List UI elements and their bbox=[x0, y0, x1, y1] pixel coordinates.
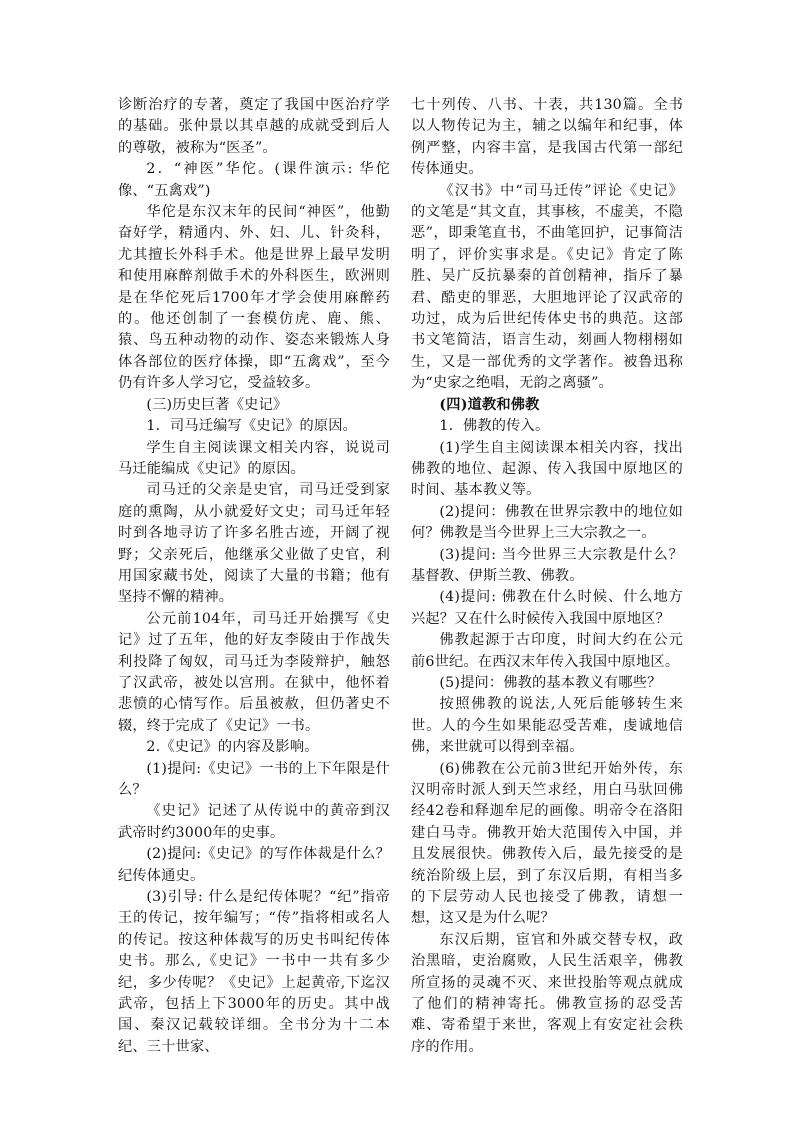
paragraph: (1)学生自主阅读课本相关内容，找出佛教的地位、起源、传入我国中原地区的时间、基本教义等。 bbox=[411, 439, 683, 499]
section-heading: 2.《史记》的内容及影响。 bbox=[146, 739, 319, 756]
paragraph: 东汉后期，宦官和外戚交替专权，政治黑暗，吏治腐败，人民生活艰辛，佛教所宣扬的灵魂不灭、来世投胎等观点就成了他们的精神寄托。佛教宣扬的忍受苦难、寄希望于来世，客观上有安定社会秩序的作用。 bbox=[411, 931, 683, 1055]
paragraph: 司马迁的父亲是史官，司马迁受到家庭的熏陶，从小就爱好文史；司马迁年轻时到各地寻访了许多名胜古迹，开阔了视野；父亲死后，他继承父业做了史官，利用国家藏书处，阅读了大量的书籍；他有坚持不懈的精神。 bbox=[118, 482, 390, 606]
paragraph: 佛教起源于古印度，时间大约在公元前6世纪。在西汉末年传入我国中原地区。 bbox=[411, 632, 683, 670]
paragraph: 按照佛教的说法,人死后能够转生来世。人的今生如果能忍受苦难，虔诚地信佛，来世就可以得到幸福。 bbox=[411, 696, 683, 756]
paragraph: 诊断治疗的专著，奠定了我国中医治疗学的基础。张仲景以其卓越的成就受到后人的尊敬，被称为“医圣”。 bbox=[118, 97, 390, 156]
paragraph: 七十列传、八书、十表，共130篇。全书以人物传记为主，辅之以编年和纪事，体例严整，内容丰富，是我国古代第一部纪传体通史。 bbox=[411, 97, 683, 178]
paragraph: 华佗是东汉末年的民间“神医”，他勤奋好学，精通内、外、妇、儿、针灸科，尤其擅长外科手术。他是世界上最早发明和使用麻醉剂做手术的外科医生，欧洲则是在华佗死后1700年才学会使用麻醉药的。他还创制了一套模仿虎、鹿、熊、猿、鸟五种动物的动作、姿态来锻炼人身体各部位的医疗体操，即“五禽戏”，至今仍有许多人学习它，受益较多。 bbox=[118, 204, 390, 392]
section-heading bbox=[411, 395, 683, 416]
paragraph: 公元前104年，司马迁开始撰写《史记》过了五年，他的好友李陵由于作战失利投降了匈奴，司马迁为李陵辩护，触怒了汉武帝，被处以宫刑。在狱中，他怀着悲愤的心情写作。后虽被赦，但仍著史不辍，终于完成了《史记》一书。 bbox=[118, 610, 390, 734]
question: (2)提问:《史记》的写作体裁是什么？纪传体通史。 bbox=[118, 846, 390, 884]
document-page bbox=[118, 95, 683, 1055]
left-column bbox=[118, 95, 390, 1058]
section-heading: 2．“神医”华佗。(课件演示: 华佗像、“五禽戏”) bbox=[118, 161, 390, 199]
question: (2)提问：佛教在世界宗教中的地位如何？佛教是当今世界上三大宗教之一。 bbox=[411, 503, 683, 542]
paragraph: (6)佛教在公元前3世纪开始外传，东汉明帝时派人到天竺求经，用白马驮回佛经42卷和释迦牟尼的画像。明帝令在洛阳建白马寺。佛教开始大范围传入中国，并且发展很快。佛教传入后，最先接受的是统治阶级上层，到了东汉后期，有相当多的下层劳动人民也接受了佛教，请想一想，这又是为什么呢？ bbox=[411, 760, 683, 927]
paragraph: 《汉书》中“司马迁传”评论《史记》的文笔是“其文直，其事核，不虚美，不隐恶”，即秉笔直书，不曲笔回护，记事简洁明了，评价实事求是。《史记》肯定了陈胜、吴广反抗暴秦的首创精神，指斥了暴君、酷吏的罪恶，大胆地评论了汉武帝的功过，成为后世纪传体史书的典范。这部书文笔简洁，语言生动，刻画人物栩栩如生，又是一部优秀的文学著作。被鲁迅称为“史家之绝唱，无韵之离骚”。 bbox=[411, 182, 683, 392]
question: (3)提问: 当今世界三大宗教是什么？基督教、伊斯兰教、佛教。 bbox=[411, 546, 683, 584]
paragraph: 《史记》记述了从传说中的黄帝到汉武帝时约3000年的史事。 bbox=[118, 803, 390, 841]
paragraph: (3)引导: 什么是纪传体呢？“纪”指帝王的传记，按年编写；“传”指将相或名人的传记。按这种体裁写的历史书叫纪传体史书。那么,《史记》一书中一共有多少纪，多少传呢？《史记》上起黄帝,下迄汉武帝，包括上下3000年的历史。其中战国、秦汉记载较详细。全书分为十二本纪、三十世家、 bbox=[118, 889, 390, 1055]
question: (4)提问: 佛教在什么时候、什么地方兴起？又在什么时候传入我国中原地区？ bbox=[411, 589, 683, 627]
paragraph: 学生自主阅读课文相关内容，说说司马迁能编成《史记》的原因。 bbox=[118, 439, 390, 477]
right-column bbox=[411, 95, 683, 1058]
question: (5)提问：佛教的基本教义有哪些？ bbox=[439, 674, 662, 691]
section-heading: 1．佛教的传入。 bbox=[439, 418, 550, 435]
bold-heading: (四)道教和佛教 bbox=[439, 396, 540, 413]
section-heading: 1．司马迁编写《史记》的原因。 bbox=[146, 418, 358, 435]
question: (1)提问:《史记》一书的上下年限是什么？ bbox=[118, 760, 390, 798]
section-heading: (三)历史巨著《史记》 bbox=[146, 396, 288, 413]
